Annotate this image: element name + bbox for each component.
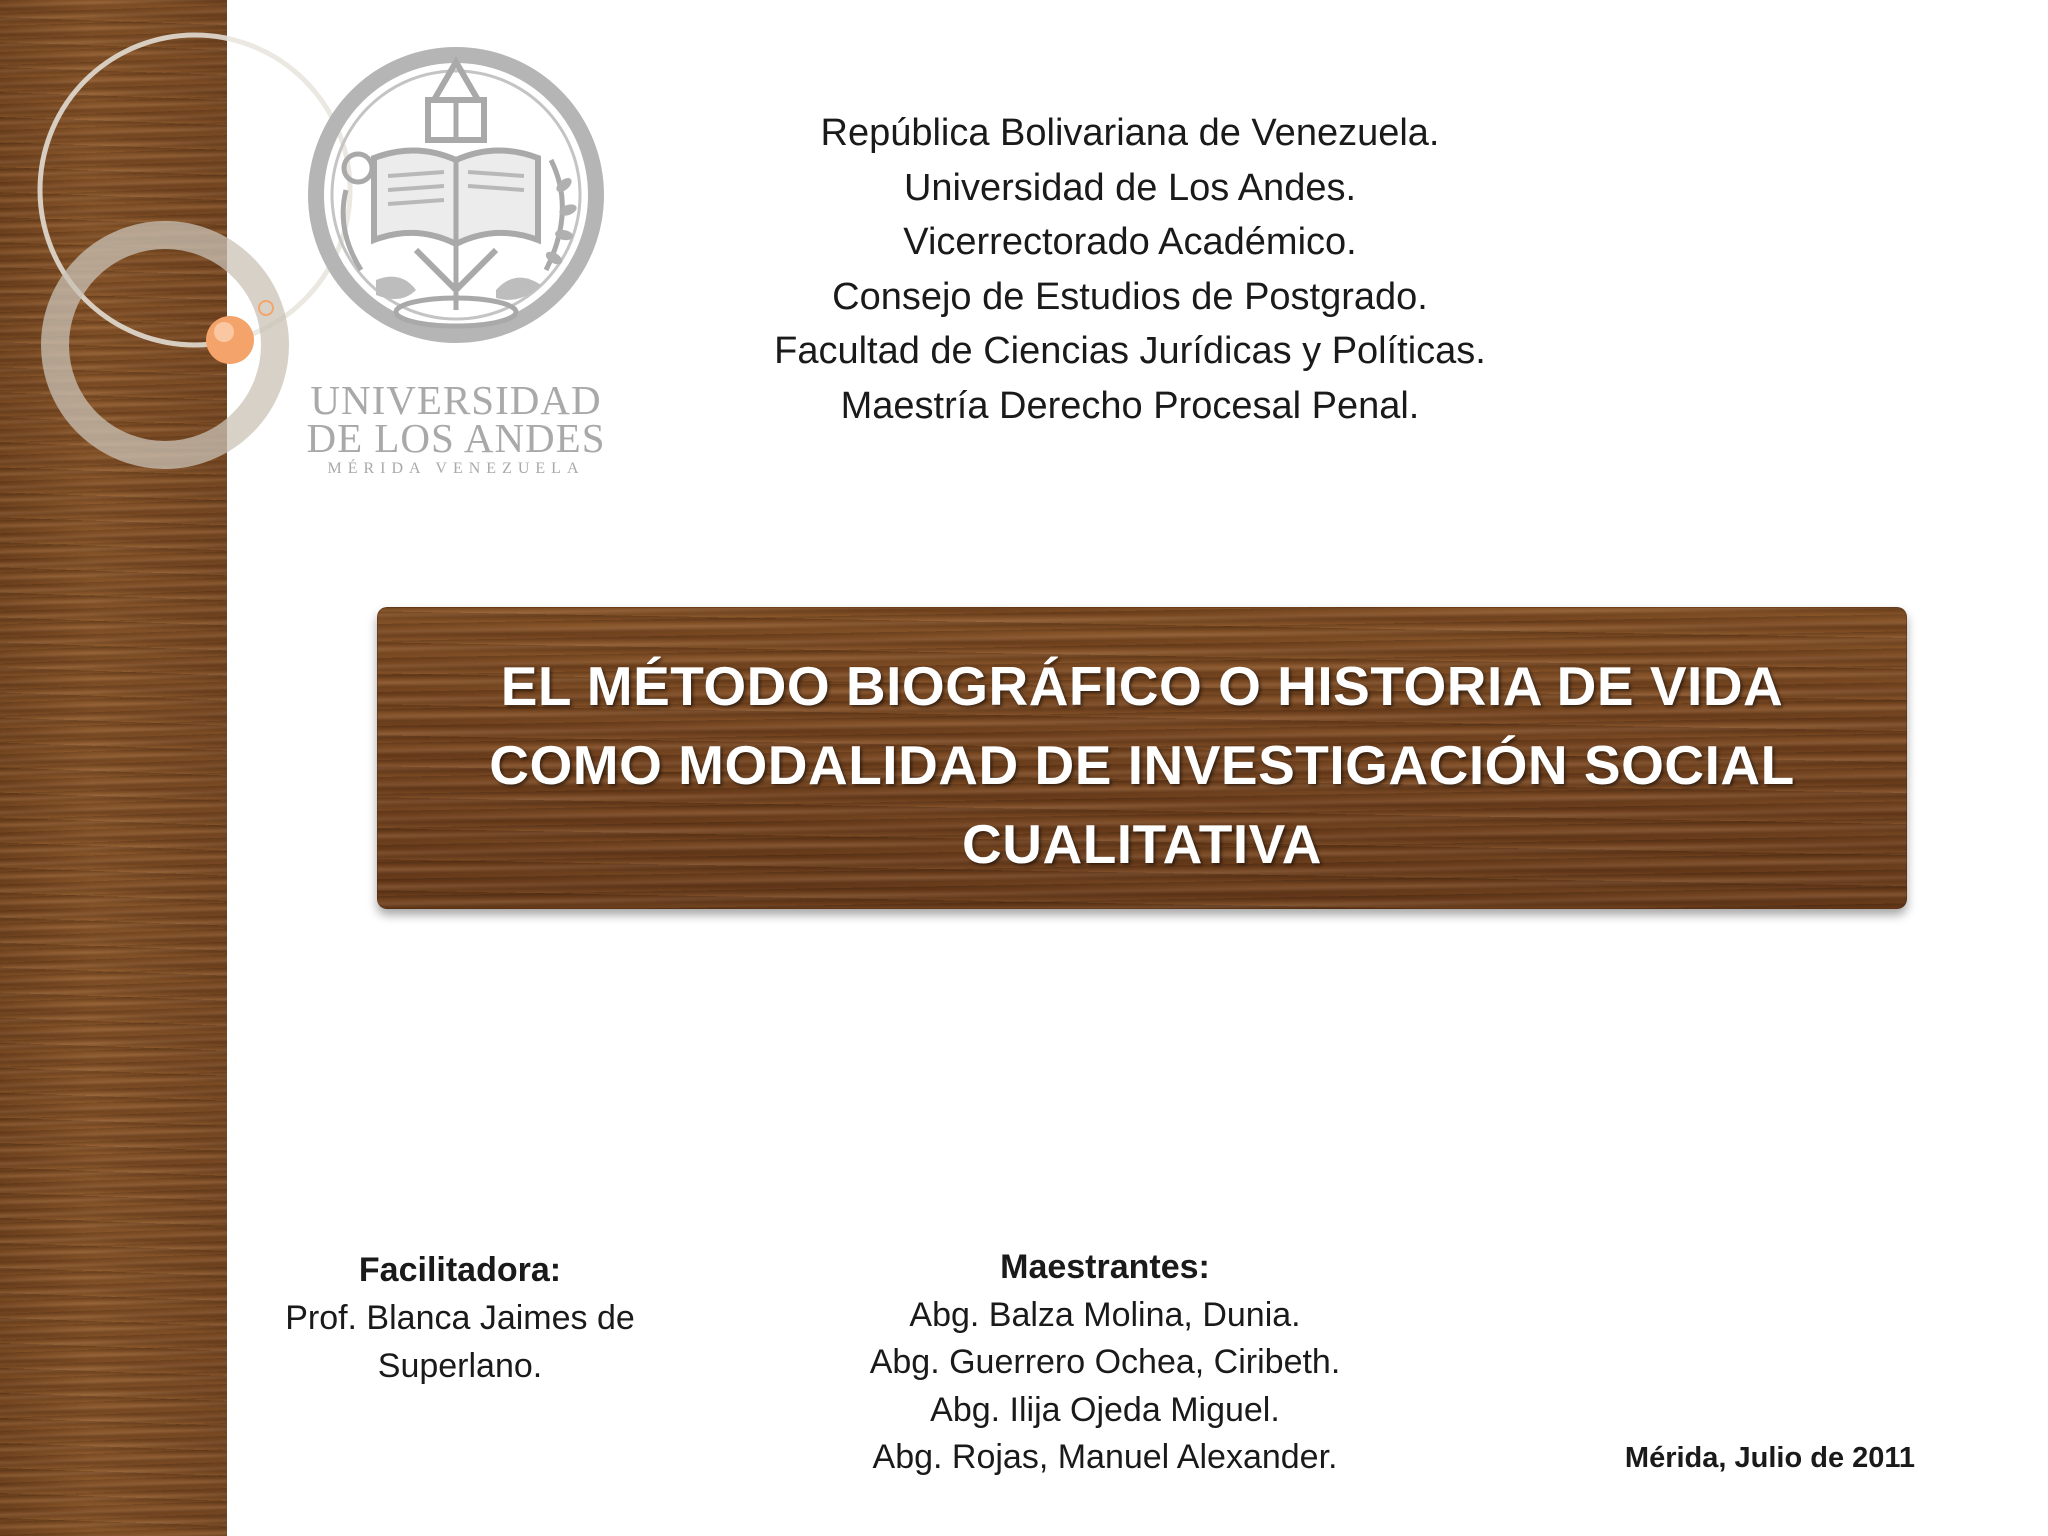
- title-line: CUALITATIVA: [962, 813, 1322, 875]
- facilitadora-block: [260, 1246, 660, 1390]
- maestrantes-label: Maestrantes:: [1000, 1248, 1210, 1286]
- maestrante-name: Abg. Balza Molina, Dunia.: [909, 1295, 1301, 1334]
- maestrantes-block: [855, 1244, 1355, 1482]
- maestrante-name: Abg. Rojas, Manuel Alexander.: [872, 1438, 1338, 1476]
- logo-wordmark-line3: MÉRIDA VENEZUELA: [327, 460, 585, 477]
- presentation-title: [377, 647, 1907, 884]
- university-logo: [306, 40, 606, 480]
- header-line: República Bolivariana de Venezuela.: [820, 112, 1440, 154]
- maestrante-name: Abg. Guerrero Ochea, Ciribeth.: [869, 1343, 1341, 1381]
- institution-header: [740, 106, 1520, 433]
- facilitadora-name-line: Superlano.: [377, 1347, 543, 1385]
- place-date: Mérida, Julio de 2011: [1624, 1442, 1916, 1474]
- header-line: Consejo de Estudios de Postgrado.: [832, 275, 1428, 318]
- title-banner: [377, 607, 1907, 909]
- maestrante-name: Abg. Ilija Ojeda Miguel.: [930, 1390, 1280, 1429]
- title-line: COMO MODALIDAD DE INVESTIGACIÓN SOCIAL: [489, 734, 1795, 796]
- header-line: Universidad de Los Andes.: [903, 166, 1357, 209]
- header-line: Facultad de Ciencias Jurídicas y Políticas.: [774, 330, 1486, 372]
- logo-wordmark-line2: DE LOS ANDES: [306, 415, 606, 461]
- logo-wordmark-line1: UNIVERSIDAD: [310, 377, 602, 423]
- header-line: Vicerrectorado Académico.: [903, 221, 1357, 263]
- decorative-rings: [0, 0, 300, 520]
- facilitadora-label: Facilitadora:: [358, 1251, 562, 1289]
- title-line: EL MÉTODO BIOGRÁFICO O HISTORIA DE VIDA: [500, 655, 1784, 717]
- university-seal-icon: [306, 40, 606, 370]
- header-line: Maestría Derecho Procesal Penal.: [840, 384, 1420, 427]
- facilitadora-name-line: Prof. Blanca Jaimes de: [285, 1299, 635, 1337]
